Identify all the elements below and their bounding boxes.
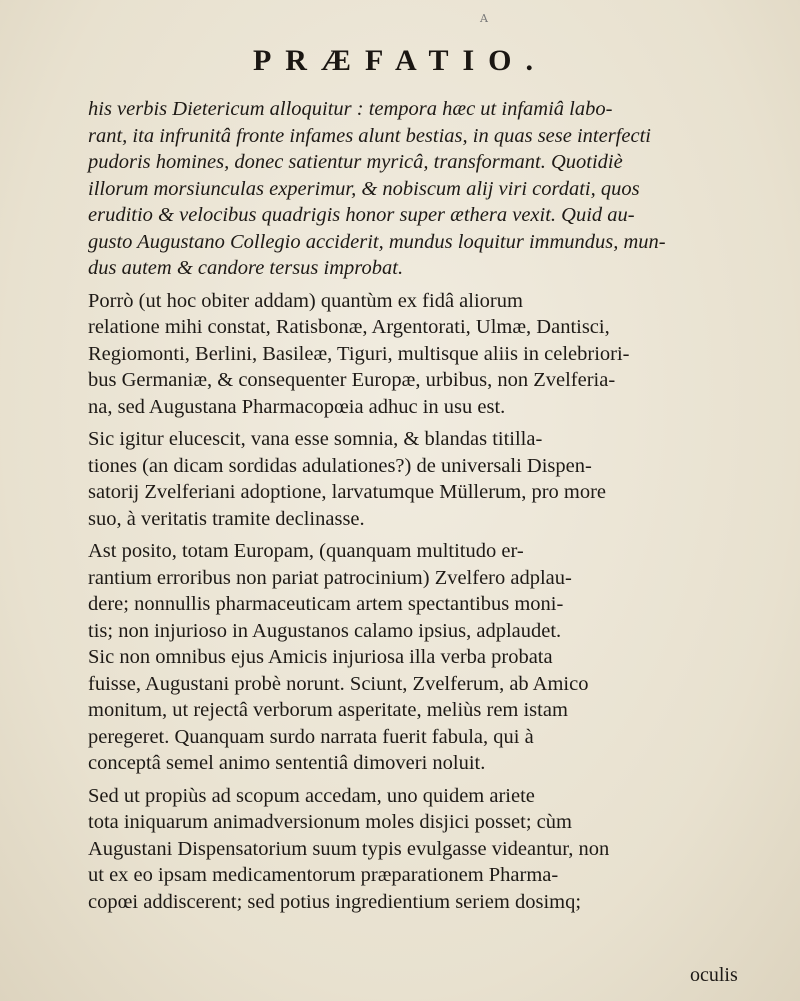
text-line: relatione mihi constat, Ratisbonæ, Argentorati, Ulmæ, Dantisci, <box>88 316 610 338</box>
text-line: tiones (an dicam sordidas adulationes?) de universali Dispen- <box>88 454 592 477</box>
text-line: tota iniquarum animadversionum moles disjici posset; cùm <box>88 811 572 833</box>
text-line: Sic non omnibus ejus Amicis injuriosa illa verba probata <box>88 646 553 668</box>
text-line: Regiomonti, Berlini, Basileæ, Tiguri, multisque aliis in celebriori- <box>88 342 630 365</box>
text-line: Sed ut propiùs ad scopum accedam, uno quidem ariete <box>88 784 535 807</box>
text-line: pudoris homines, donec satientur myricâ, transformant. Quotidiè <box>88 151 623 173</box>
text-line: gusto Augustano Collegio acciderit, mundus loquitur immundus, mun- <box>88 230 666 253</box>
text-line: Augustani Dispensatorium suum typis evulgasse videantur, non <box>88 837 610 860</box>
text-line: his verbis Dietericum alloquitur : tempora hæc ut infamiâ labo- <box>88 98 613 120</box>
text-line: fuisse, Augustani probè norunt. Sciunt, Zvelferum, ab Amico <box>88 672 589 695</box>
text-line: na, sed Augustana Pharmacopœia adhuc in usu est. <box>88 395 506 418</box>
page-heading: PRÆFATIO. <box>252 44 548 77</box>
text-line: eruditio & velocibus quadrigis honor super æthera vexit. Quid au- <box>88 204 635 226</box>
body-text <box>88 96 768 915</box>
text-line: Ast posito, totam Europam, (quanquam multitudo er- <box>88 540 524 562</box>
text-line: bus Germaniæ, & consequenter Europæ, urbibus, non Zvelferia- <box>88 369 616 391</box>
text-line: monitum, ut rejectâ verborum asperitate, meliùs rem istam <box>88 699 568 721</box>
text-line: conceptâ semel animo sententiâ dimoveri noluit. <box>88 752 486 774</box>
catchword: oculis <box>690 964 738 986</box>
text-line: suo, à veritatis tramite declinasse. <box>88 507 365 530</box>
text-line: dus autem & candore tersus improbat. <box>88 257 404 279</box>
text-line: Porrò (ut hoc obiter addam) quantùm ex fidâ aliorum <box>88 289 523 312</box>
text-line: tis; non injurioso in Augustanos calamo ipsius, adplaudet. <box>88 619 562 642</box>
text-line: rantium erroribus non pariat patrocinium) Zvelfero adplau- <box>88 566 572 589</box>
text-line: copœi addiscerent; sed potius ingredientium seriem dosimq; <box>88 890 582 913</box>
text-line: peregeret. Quanquam surdo narrata fuerit fabula, qui à <box>88 725 534 748</box>
text-line: illorum morsiunculas experimur, & nobiscum alij viri cordati, quos <box>88 177 640 200</box>
text-line: dere; nonnullis pharmaceuticam artem spectantibus moni- <box>88 593 564 615</box>
text-line: ut ex eo ipsam medicamentorum præparationem Pharma- <box>88 864 559 886</box>
text-line: Sic igitur elucescit, vana esse somnia, & blandas titilla- <box>88 428 543 450</box>
text-line: satorij Zvelferiani adoptione, larvatumque Müllerum, pro more <box>88 481 607 503</box>
text-line: rant, ita infrunitâ fronte infames alunt bestias, in quas sese interfecti <box>88 124 651 147</box>
signature-mark: A <box>480 12 488 25</box>
